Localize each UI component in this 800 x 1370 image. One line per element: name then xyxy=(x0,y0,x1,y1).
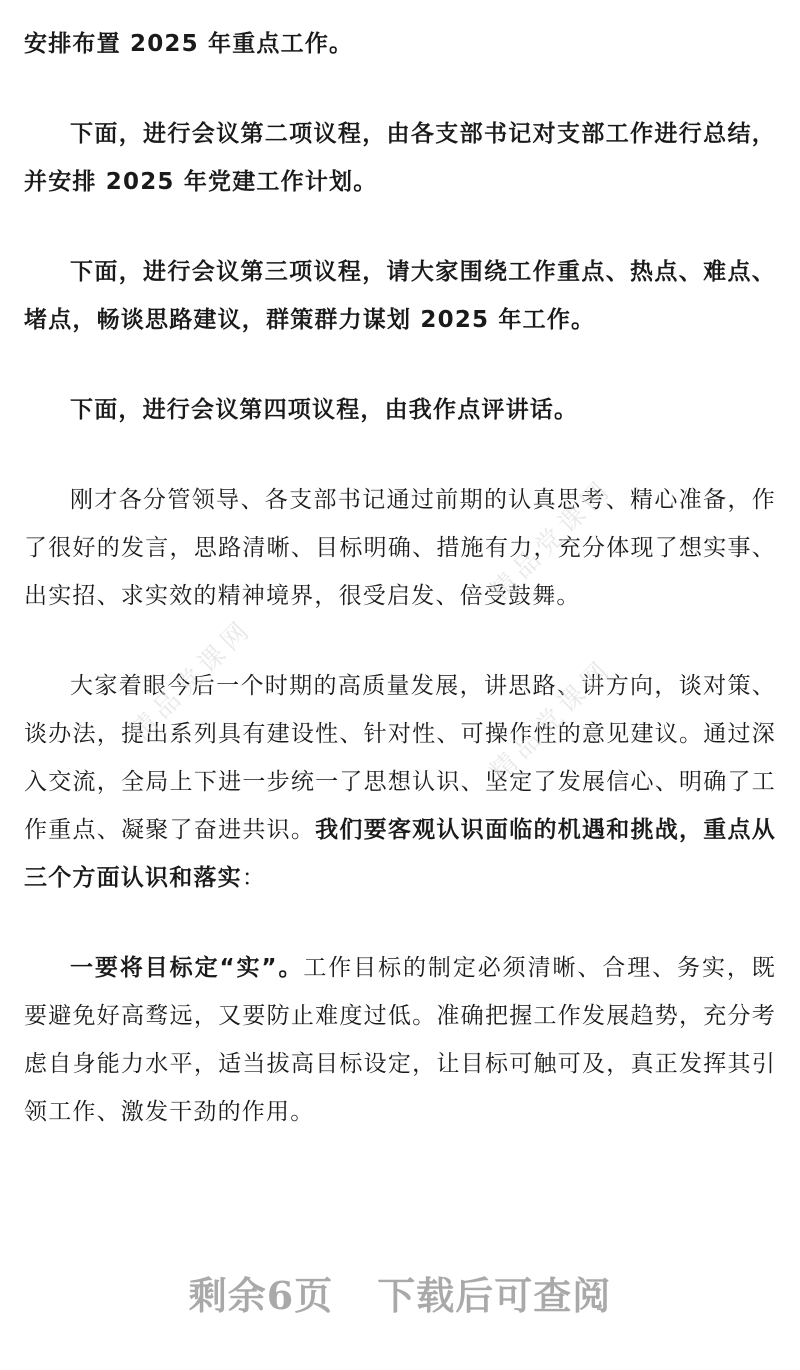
point-one-heading: 一要将目标定“实”。 xyxy=(70,955,304,981)
paragraph-closing-line: 安排布置 2025 年重点工作。 xyxy=(24,31,354,57)
watermark: 精品党课网 xyxy=(484,653,619,788)
point-one-text: 工作目标的制定必须清晰、合理、务实，既要避免好高骛远，又要防止难度过低。准确把握工作发展趋势，充分考虑自身能力水平，适当拔高目标设定，让目标可触可及，真正发挥其引领工作、激发干劲的作用。 xyxy=(24,955,776,1125)
download-to-view-label: 下载后可查阅 xyxy=(377,1273,612,1318)
paragraph-agenda-item-4: 下面，进行会议第四项议程，由我作点评讲话。 xyxy=(70,397,579,423)
discussion-summary-text: 大家着眼今后一个时期的高质量发展，讲思路、讲方向，谈对策、谈办法，提出系列具有建设性、针对性、可操作性的意见建议。通过深入交流，全局上下进一步统一了思想认识、坚定了发展信心、明确了工作重点、凝聚了奋进共识。 xyxy=(24,673,776,843)
paragraph-agenda-item-2: 下面，进行会议第二项议程，由各支部书记对支部工作进行总结，并安排 2025 年党建工作计划。 xyxy=(24,121,776,195)
paragraph-agenda-item-3: 下面，进行会议第三项议程，请大家围绕工作重点、热点、难点、堵点，畅谈思路建议，群策群力谋划 2025 年工作。 xyxy=(24,259,776,333)
watermark: 精品党课网 xyxy=(484,473,619,608)
watermark: 精品党课网 xyxy=(124,613,259,748)
remaining-pages-label: 剩余6页 xyxy=(188,1273,334,1318)
discussion-summary-emphasis: 我们要客观认识面临的机遇和挑战，重点从三个方面认识和落实 xyxy=(24,817,776,891)
discussion-summary-colon: ： xyxy=(241,865,267,891)
paragraph-speech-intro: 刚才各分管领导、各支部书记通过前期的认真思考、精心准备，作了很好的发言，思路清晰、目标明确、措施有力，充分体现了想实事、出实招、求实效的精神境界，很受启发、倍受鼓舞。 xyxy=(24,487,776,609)
paragraph-discussion-summary xyxy=(24,662,776,902)
download-prompt xyxy=(0,1265,800,1320)
paragraph-point-one xyxy=(24,944,776,1136)
document-body xyxy=(24,20,776,1178)
